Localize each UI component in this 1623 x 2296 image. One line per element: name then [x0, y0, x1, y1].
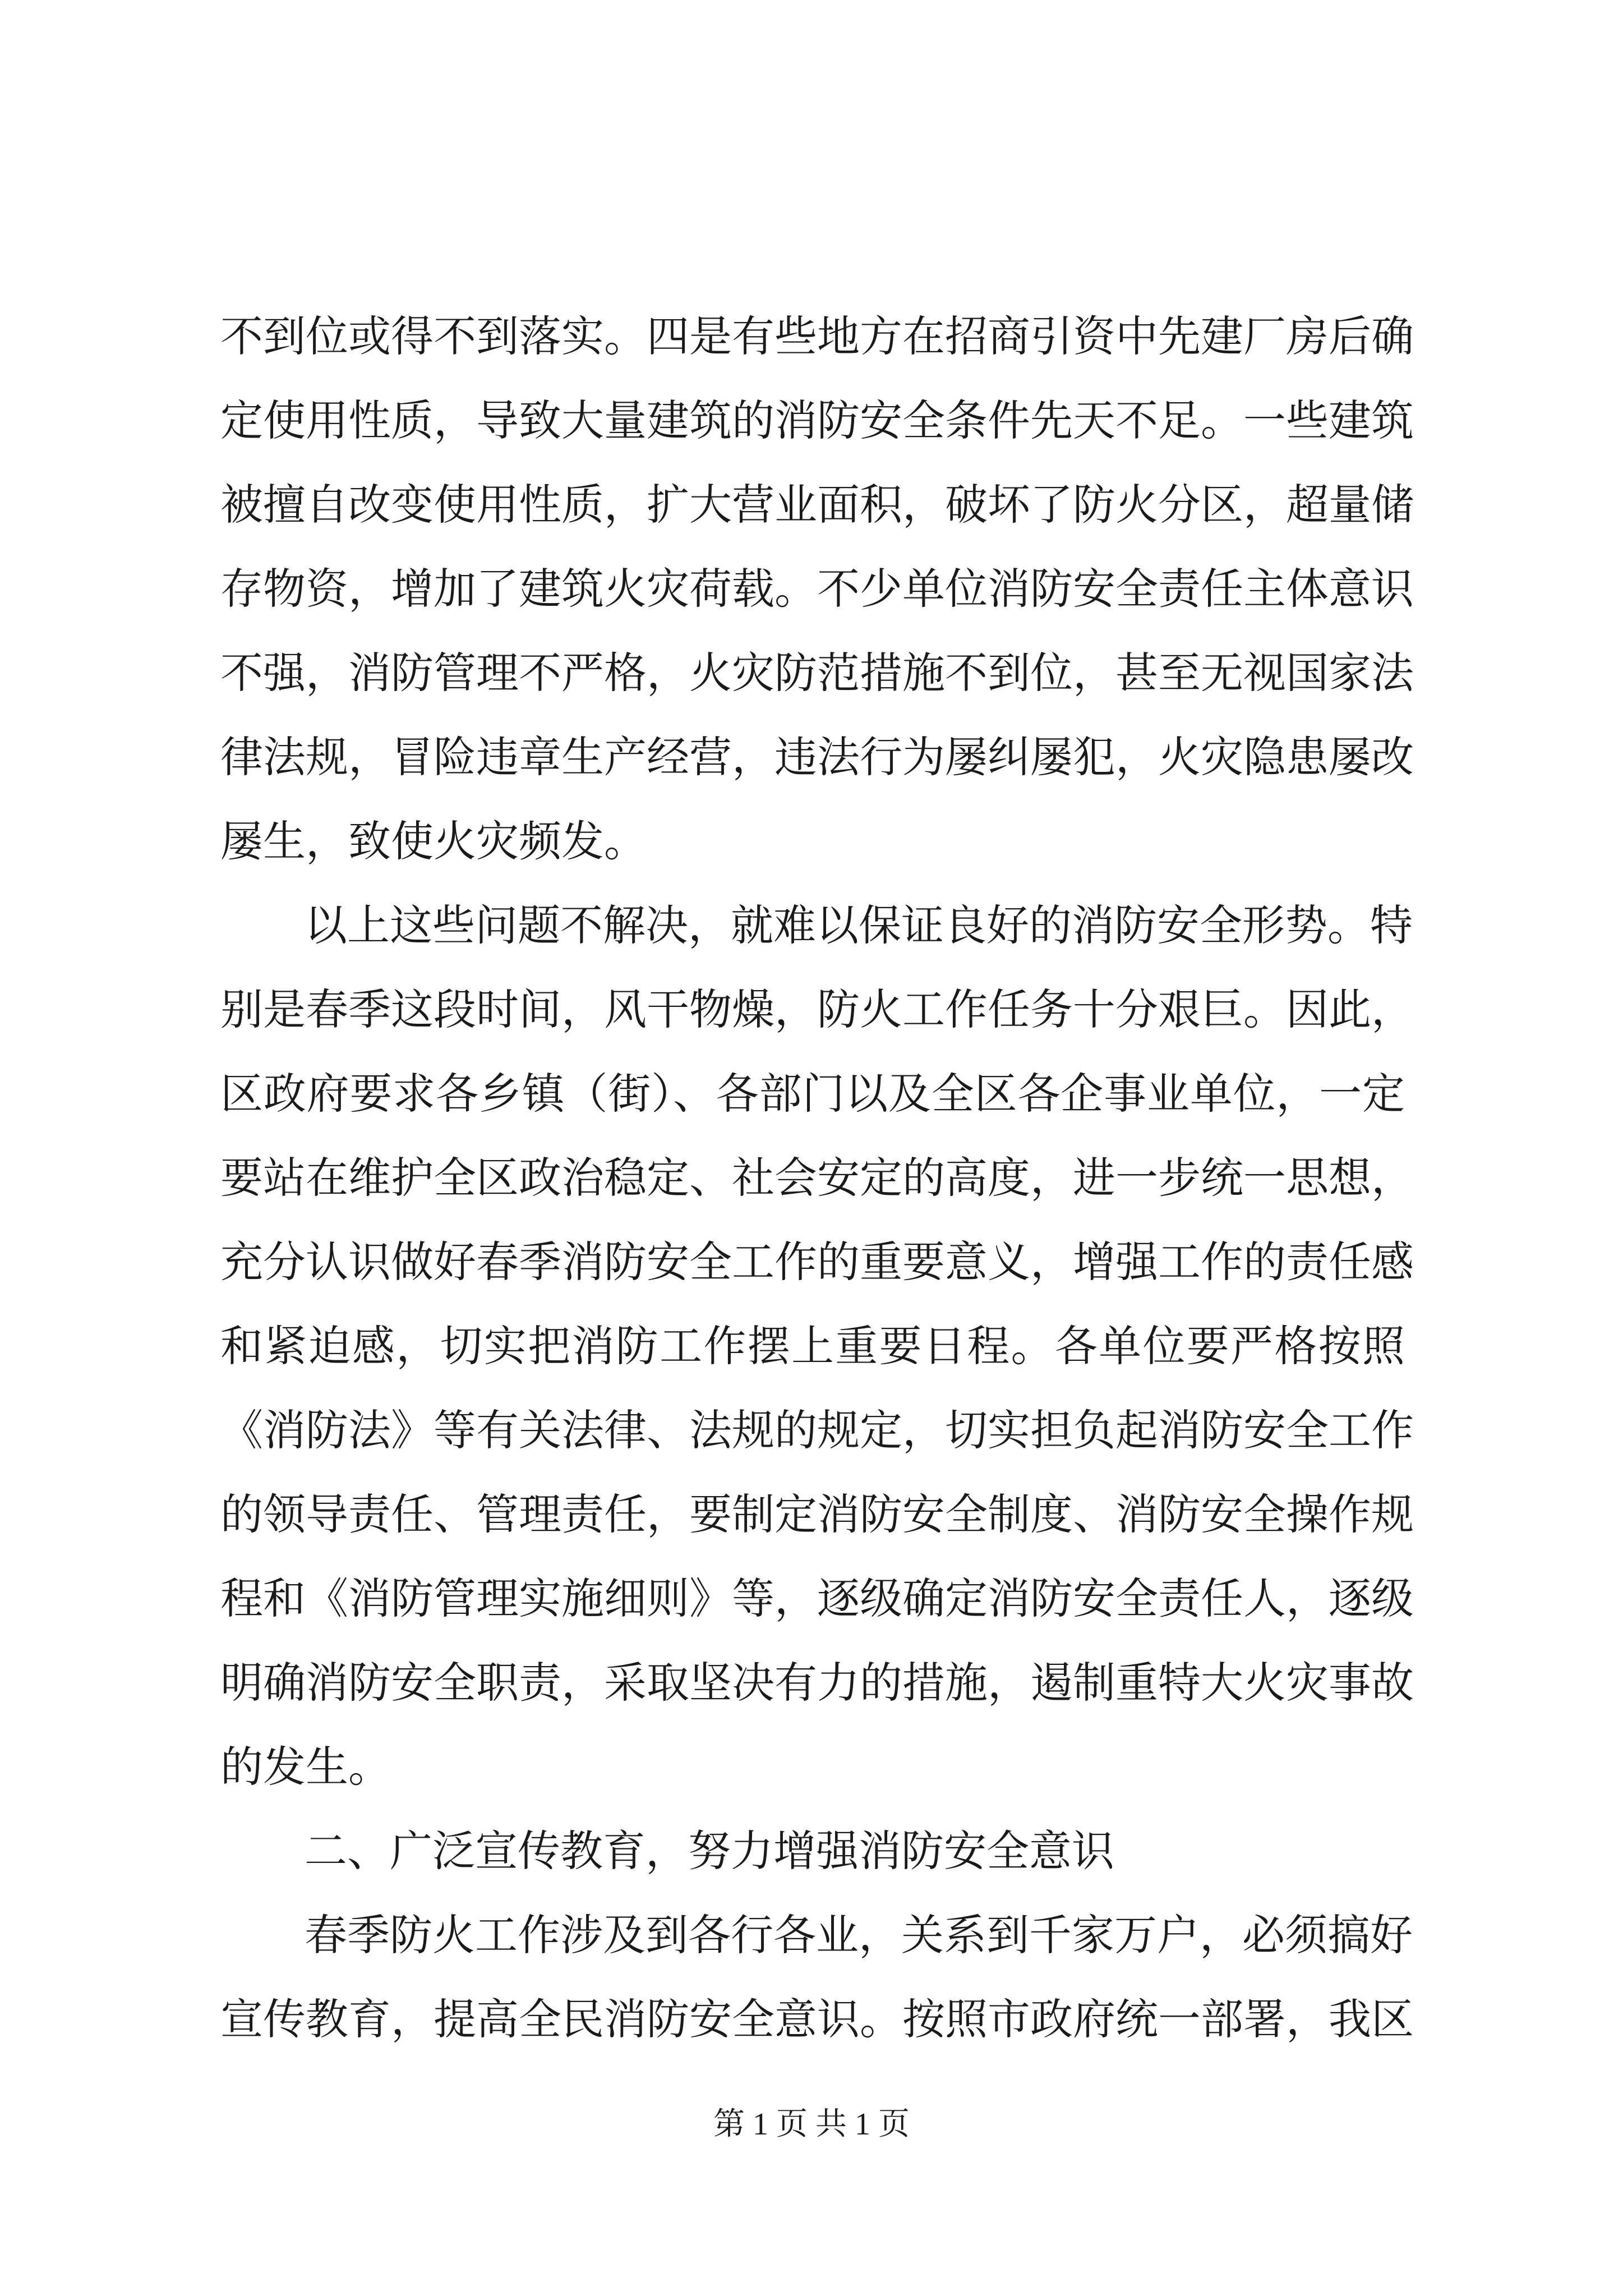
paragraph-1-line-1: 不到位或得不到落实。四是有些地方在招商引资中先建厂房后确 — [220, 311, 1414, 361]
paragraph-2-line-8: 的领导责任、管理责任，要制定消防安全制度、消防安全操作规 — [220, 1489, 1414, 1539]
paragraph-1-line-4: 存物资，增加了建筑火灾荷载。不少单位消防安全责任主体意识 — [220, 564, 1414, 614]
paragraph-1-line-2: 定使用性质，导致大量建筑的消防安全条件先天不足。一些建筑 — [220, 395, 1414, 445]
paragraph-2-line-6: 和紧迫感，切实把消防工作摆上重要日程。各单位要严格按照 — [220, 1321, 1405, 1371]
paragraph-1-line-6: 律法规，冒险违章生产经营，违法行为屡纠屡犯，火灾隐患屡改 — [220, 732, 1414, 782]
paragraph-2-line-9: 程和《消防管理实施细则》等，逐级确定消防安全责任人，逐级 — [220, 1573, 1414, 1623]
paragraph-3-line-1: 春季防火工作涉及到各行各业，关系到千家万户，必须搞好 — [305, 1910, 1413, 1960]
paragraph-2-line-5: 充分认识做好春季消防安全工作的重要意义，增强工作的责任感 — [220, 1237, 1414, 1287]
paragraph-2-line-10: 明确消防安全职责，采取坚决有力的措施，遏制重特大火灾事故 — [220, 1658, 1414, 1708]
paragraph-1-line-5: 不强，消防管理不严格，火灾防范措施不到位，甚至无视国家法 — [220, 648, 1414, 698]
paragraph-2-line-7: 《消防法》等有关法律、法规的规定，切实担负起消防安全工作 — [220, 1405, 1414, 1455]
paragraph-1-line-3: 被擅自改变使用性质，扩大营业面积，破坏了防火分区，超量储 — [220, 480, 1414, 530]
paragraph-2-line-2: 别是春季这段时间，风干物燥，防火工作任务十分艰巨。因此， — [220, 984, 1414, 1034]
paragraph-2-line-1: 以上这些问题不解决，就难以保证良好的消防安全形势。特 — [305, 900, 1413, 950]
paragraph-1-line-7: 屡生，致使火灾频发。 — [220, 816, 647, 866]
section-heading: 二、广泛宣传教育，努力增强消防安全意识 — [305, 1826, 1114, 1876]
paragraph-2-line-11: 的发生。 — [220, 1742, 391, 1792]
paragraph-2-line-4: 要站在维护全区政治稳定、社会安定的高度，进一步统一思想， — [220, 1153, 1414, 1203]
paragraph-3-line-2: 宣传教育，提高全民消防安全意识。按照市政府统一部署，我区 — [220, 1994, 1414, 2044]
document-body — [220, 295, 1414, 2062]
page-footer — [0, 2099, 1623, 2144]
paragraph-2-line-3: 区政府要求各乡镇（街）、各部门以及全区各企事业单位，一定 — [220, 1069, 1405, 1119]
page-number-label: 第 1 页 共 1 页 — [713, 2107, 910, 2142]
